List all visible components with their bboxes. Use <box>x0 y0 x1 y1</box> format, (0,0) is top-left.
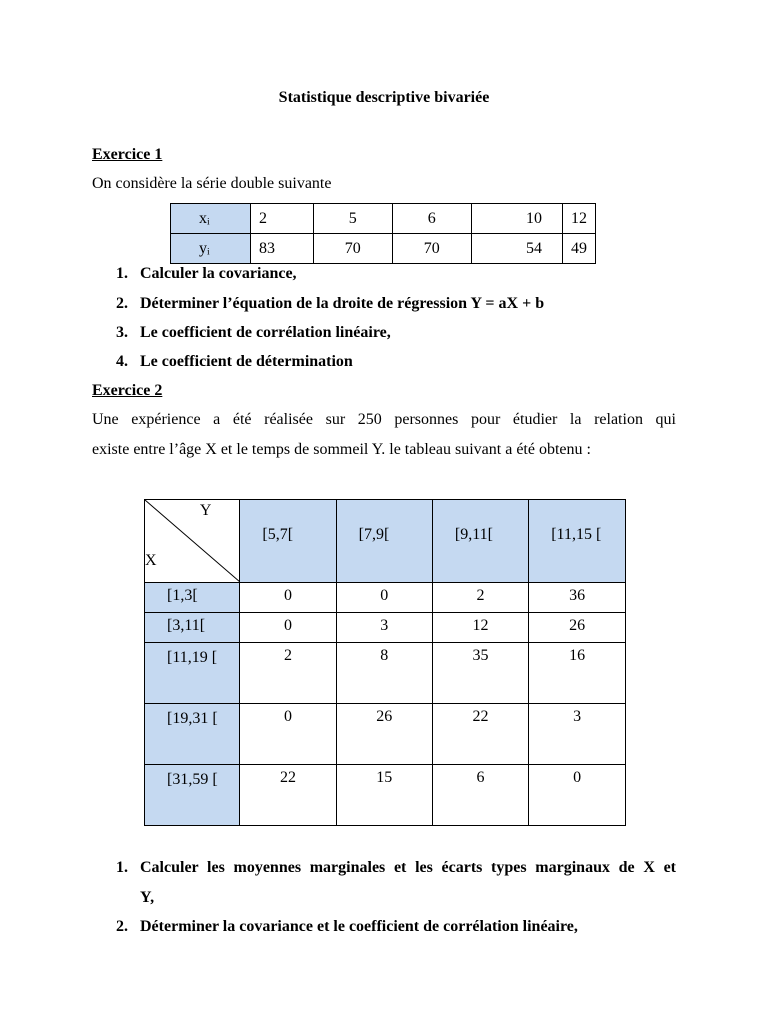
row-header: [11,19 [ <box>145 643 240 704</box>
table-cell: 3 <box>529 704 626 765</box>
column-header-label: [7,9[ <box>358 526 390 543</box>
list-number: 2. <box>116 918 128 935</box>
table-cell: 70 <box>313 234 392 264</box>
table-cell: 0 <box>240 583 336 613</box>
row-header: [3,11[ <box>145 613 240 643</box>
table-cell: 0 <box>336 583 432 613</box>
list-number: 4. <box>116 353 128 370</box>
corner-label-x: X <box>145 552 157 569</box>
table-row <box>145 613 626 643</box>
table-cell: 2 <box>251 204 314 234</box>
table-cell: 83 <box>251 234 314 264</box>
table-cell: 0 <box>240 613 336 643</box>
list-text: Calculer les moyennes marginales et les écarts types marginaux de X et <box>140 859 676 876</box>
column-header <box>432 500 528 583</box>
corner-label-y: Y <box>199 502 212 519</box>
list-text: Calculer la covariance, <box>140 265 297 282</box>
table-cell: 49 <box>563 234 596 264</box>
table-row <box>145 583 626 613</box>
column-header-label: [9,11[ <box>454 526 493 543</box>
table-cell: 35 <box>432 643 528 704</box>
table-cell: 6 <box>392 204 471 234</box>
list-text: Le coefficient de détermination <box>140 353 353 370</box>
list-text: Déterminer l’équation de la droite de régression Y = aX + b <box>140 295 545 312</box>
table-row-y <box>171 234 596 264</box>
row-header: [31,59 [ <box>145 765 240 826</box>
exercise-2-table <box>144 499 626 826</box>
exercise-2-heading: Exercice 2 <box>92 382 163 399</box>
list-number: 2. <box>116 295 128 312</box>
exercise-2-intro-line-2: existe entre l’âge X et le temps de sommeil Y. le tableau suivant a été obtenu : <box>92 441 591 458</box>
table-row-x <box>171 204 596 234</box>
table-cell: 15 <box>336 765 432 826</box>
row-label-y: yᵢ <box>171 234 251 264</box>
list-number: 1. <box>116 265 128 282</box>
table-cell: 26 <box>336 704 432 765</box>
table-cell: 22 <box>240 765 336 826</box>
list-number: 3. <box>116 324 128 341</box>
table-cell: 70 <box>392 234 471 264</box>
table-cell: 12 <box>432 613 528 643</box>
exercise-1-table <box>170 203 596 264</box>
column-header <box>336 500 432 583</box>
page-title: Statistique descriptive bivariée <box>278 89 490 106</box>
table-cell: 22 <box>432 704 528 765</box>
table-row <box>145 643 626 704</box>
row-header: [1,3[ <box>145 583 240 613</box>
table-cell: 8 <box>336 643 432 704</box>
list-text: Le coefficient de corrélation linéaire, <box>140 324 391 341</box>
exercise-2-intro-line-1: Une expérience a été réalisée sur 250 personnes pour étudier la relation qui <box>92 411 676 428</box>
table-corner-cell <box>145 500 240 583</box>
table-cell: 12 <box>563 204 596 234</box>
table-cell: 3 <box>336 613 432 643</box>
column-header-label: [11,15 [ <box>551 526 602 543</box>
exercise-1-intro: On considère la série double suivante <box>92 175 332 192</box>
table-header-row <box>145 500 626 583</box>
table-cell: 16 <box>529 643 626 704</box>
exercise-1-heading: Exercice 1 <box>92 146 163 163</box>
table-cell: 10 <box>471 204 562 234</box>
table-cell: 6 <box>432 765 528 826</box>
list-text: Y, <box>140 889 155 906</box>
table-row <box>145 765 626 826</box>
table-cell: 36 <box>529 583 626 613</box>
diagonal-divider <box>145 500 240 582</box>
table-cell: 54 <box>471 234 562 264</box>
table-cell: 5 <box>313 204 392 234</box>
column-header-label: [5,7[ <box>262 526 294 543</box>
list-number: 1. <box>116 859 128 876</box>
column-header <box>529 500 626 583</box>
row-label-x: xᵢ <box>171 204 251 234</box>
column-header <box>240 500 336 583</box>
table-cell: 0 <box>529 765 626 826</box>
list-text: Déterminer la covariance et le coefficient de corrélation linéaire, <box>140 918 578 935</box>
row-header: [19,31 [ <box>145 704 240 765</box>
table-cell: 26 <box>529 613 626 643</box>
table-cell: 0 <box>240 704 336 765</box>
table-cell: 2 <box>240 643 336 704</box>
table-cell: 2 <box>432 583 528 613</box>
table-row <box>145 704 626 765</box>
